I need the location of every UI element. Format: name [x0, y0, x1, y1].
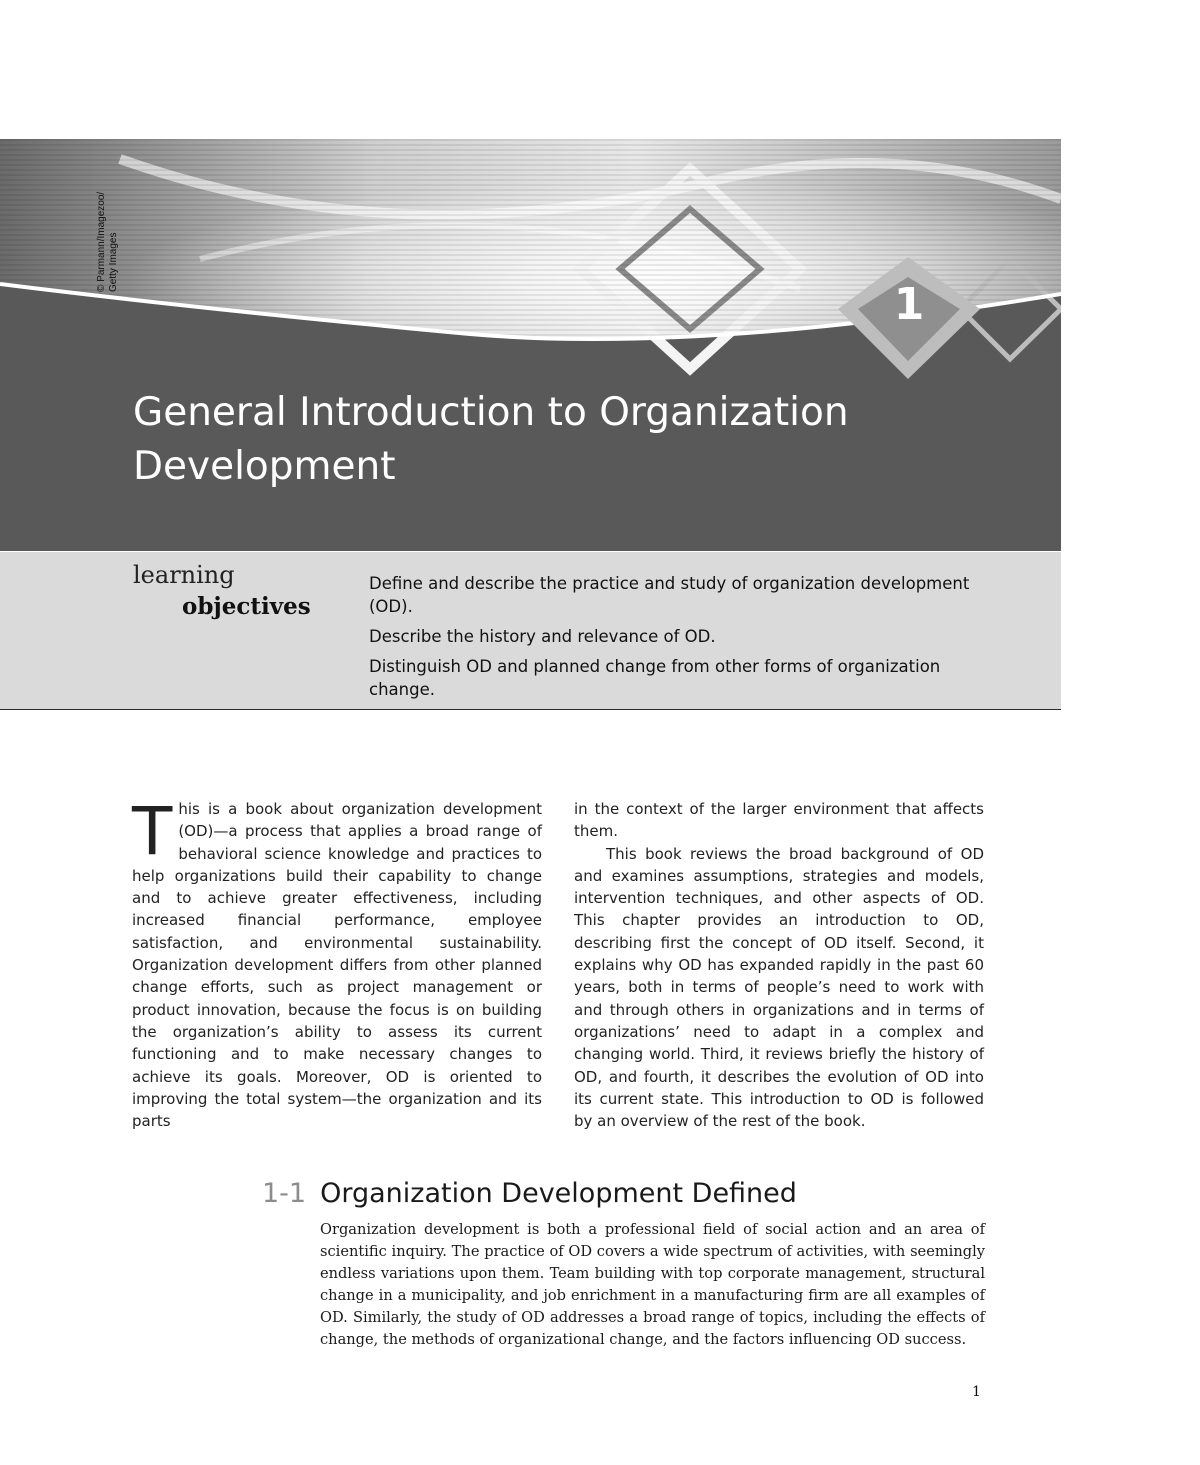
- objectives-label: objectives: [182, 593, 311, 620]
- learning-label: learning: [133, 561, 235, 589]
- section-body: Organization development is both a professional field of social action and an area of scientific inquiry. The practice of OD covers a wide spectrum of activities, with seemingly endless variations upon them. Team building with top corporate management, structural change in a municipality, and job enrichment in a manufacturing firm are all examples of OD. Similarly, the study of OD addresses a broad range of topics, including the effects of change, the methods of organizational change, and the factors influencing OD success.: [320, 1221, 985, 1348]
- learning-objective-item: Describe the history and relevance of OD.: [369, 627, 716, 646]
- intro-left-column: [132, 793, 542, 1132]
- intro-right-column: [574, 798, 984, 1132]
- drop-cap: T: [132, 793, 173, 870]
- section-heading: [262, 1174, 797, 1214]
- section-number: 1-1: [262, 1178, 307, 1209]
- learning-objectives-list: [369, 572, 999, 708]
- photo-credit: © Parmann/Imagezoo/ Getty Images: [96, 191, 119, 292]
- intro-paragraph: his is a book about organization development (OD)—a process that applies a broad range of behavioral science knowledge and practices to help organizations build their capability to change and to achieve greater effectiveness, including increased financial performance, employee satisfaction, and environmental sustainability. Organization development differs from other planned change efforts, such as project management or product innovation, because the focus is on building the organization’s ability to assess its current functioning and to make necessary changes to achieve its goals. Moreover, OD is oriented to improving the total system—the organization and its parts: [132, 800, 542, 1131]
- chapter-number: 1: [893, 279, 925, 330]
- section-title: Organization Development Defined: [320, 1178, 797, 1209]
- learning-objective-item: Distinguish OD and planned change from other forms of organization change.: [369, 657, 941, 699]
- learning-objective-item: Define and describe the practice and study of organization development (OD).: [369, 574, 970, 616]
- page-number: 1: [972, 1384, 981, 1400]
- chapter-title: General Introduction to Organization Development: [133, 390, 849, 489]
- intro-paragraph-continued: in the context of the larger environment that affects them.: [574, 800, 984, 841]
- intro-paragraph-2: This book reviews the broad background of OD and examines assumptions, strategies and models, intervention techniques, and other aspects of OD. This chapter provides an introduction to OD, describing first the concept of OD itself. Second, it explains why OD has expanded rapidly in the past 60 years, both in terms of people’s need to work with and through others in organizations and in terms of organizations’ need to adapt in a complex and changing world. Third, it reviews briefly the history of OD, and fourth, it describes the evolution of OD into its current state. This introduction to OD is followed by an overview of the rest of the book.: [574, 844, 984, 1131]
